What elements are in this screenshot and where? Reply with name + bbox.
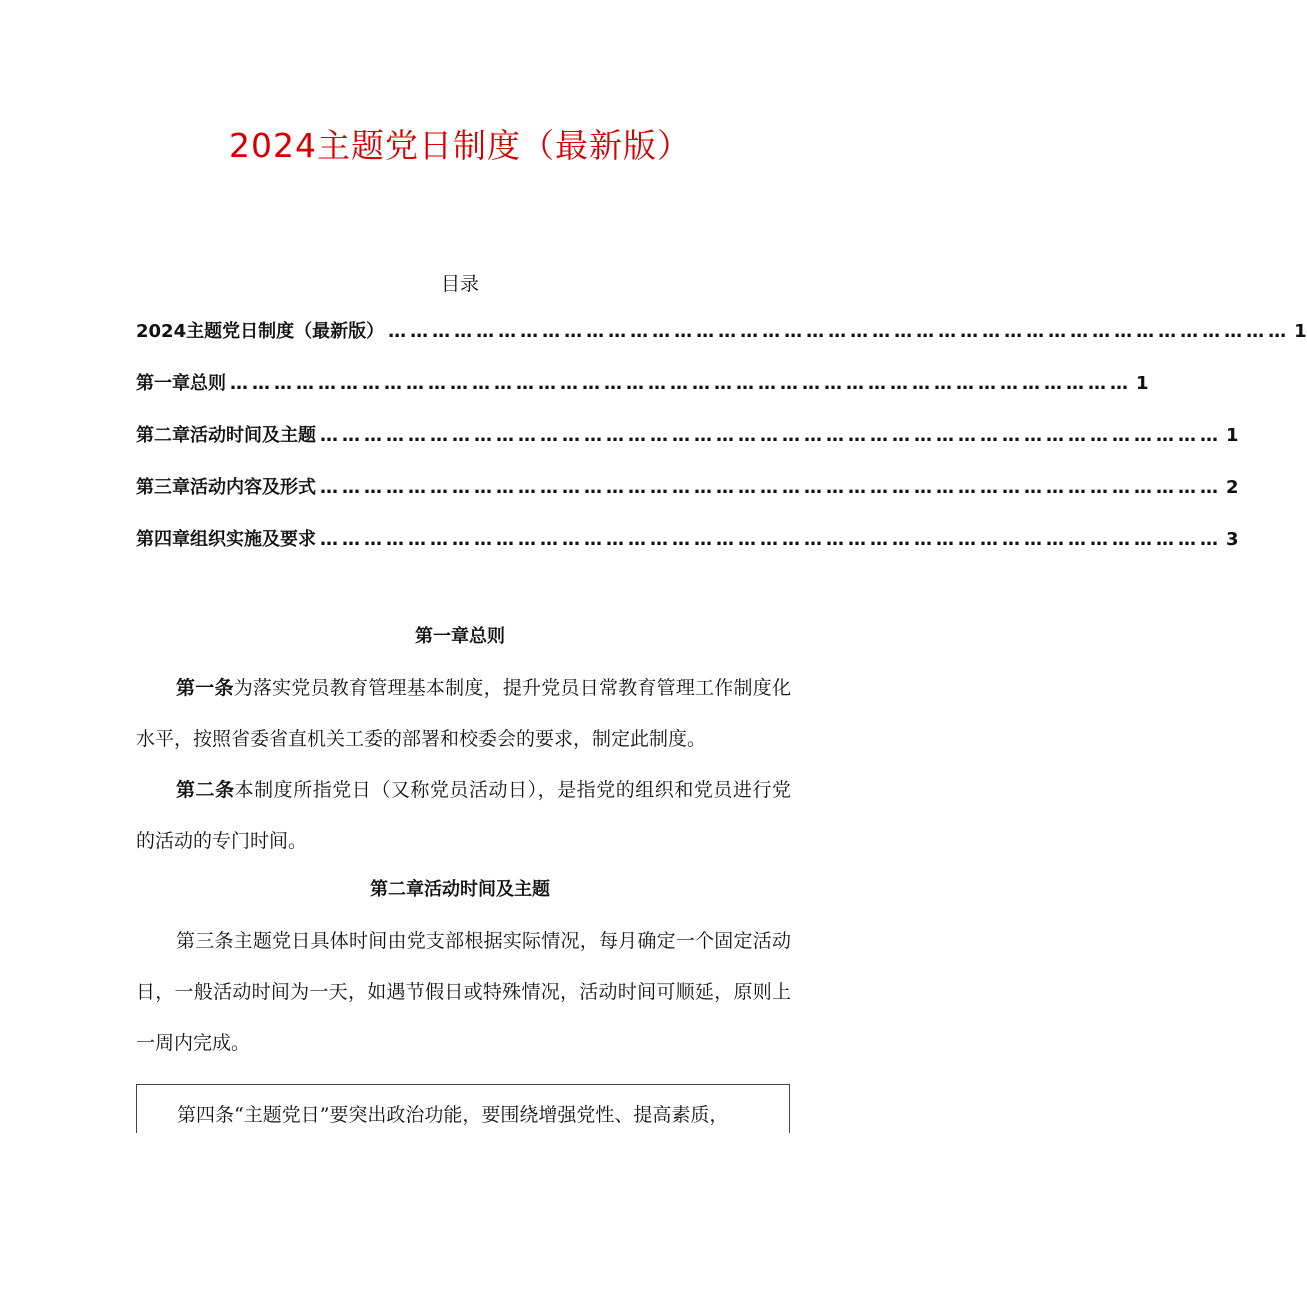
toc-entry-label: 第四章组织实施及要求	[136, 529, 316, 550]
toc-entry[interactable]	[136, 370, 1149, 422]
toc-entry-label: 第三章活动内容及形式	[136, 477, 316, 498]
article-1-text: 为落实党员教育管理基本制度，提升党员日常教育管理工作制度化水平，按照省委省直机关工委的部署和校委会的要求，制定此制度。	[136, 677, 791, 750]
text-box	[136, 1084, 790, 1133]
toc-entry-label: 第一章总则	[136, 373, 226, 394]
toc-entry-label: 第二章活动时间及主题	[136, 425, 316, 446]
toc-leader-dots: ……………………………………………………………………………………………………………	[230, 373, 1132, 394]
toc-page-number: 1	[1226, 425, 1239, 446]
chapter-2-heading: 第二章活动时间及主题	[370, 879, 550, 900]
table-of-contents	[136, 318, 1307, 578]
toc-entry-label: 2024主题党日制度（最新版）	[136, 321, 385, 342]
toc-entry[interactable]	[136, 526, 1239, 578]
toc-page-number: 1	[1136, 373, 1149, 394]
toc-entry[interactable]	[136, 474, 1239, 526]
article-1	[136, 663, 791, 765]
article-4: 第四条“主题党日”要突出政治功能，要围绕增强党性、提高素质，	[177, 1104, 729, 1126]
chapter-1-heading: 第一章总则	[415, 626, 505, 647]
article-2-label: 第二条	[176, 779, 235, 801]
toc-leader-dots: ……………………………………………………………………………………………………………	[320, 425, 1222, 446]
toc-leader-dots: ……………………………………………………………………………………………………………	[320, 477, 1222, 498]
article-1-label: 第一条	[176, 677, 234, 699]
toc-heading: 目录	[440, 273, 479, 295]
article-3: 第三条主题党日具体时间由党支部根据实际情况，每月确定一个固定活动日，一般活动时间为一天，如遇节假日或特殊情况，活动时间可顺延，原则上一周内完成。	[136, 930, 791, 1054]
toc-page-number: 1	[1294, 321, 1307, 342]
document-title: 2024主题党日制度（最新版）	[229, 126, 691, 165]
toc-entry[interactable]	[136, 318, 1307, 370]
toc-leader-dots: ……………………………………………………………………………………………………………	[320, 529, 1222, 550]
article-2	[136, 765, 791, 867]
article-2-text: 本制度所指党日（又称党员活动日），是指党的组织和党员进行党的活动的专门时间。	[136, 779, 791, 852]
toc-page-number: 3	[1226, 529, 1239, 550]
toc-leader-dots: ……………………………………………………………………………………………………………	[388, 321, 1291, 342]
toc-page-number: 2	[1226, 477, 1239, 498]
toc-entry[interactable]	[136, 422, 1239, 474]
